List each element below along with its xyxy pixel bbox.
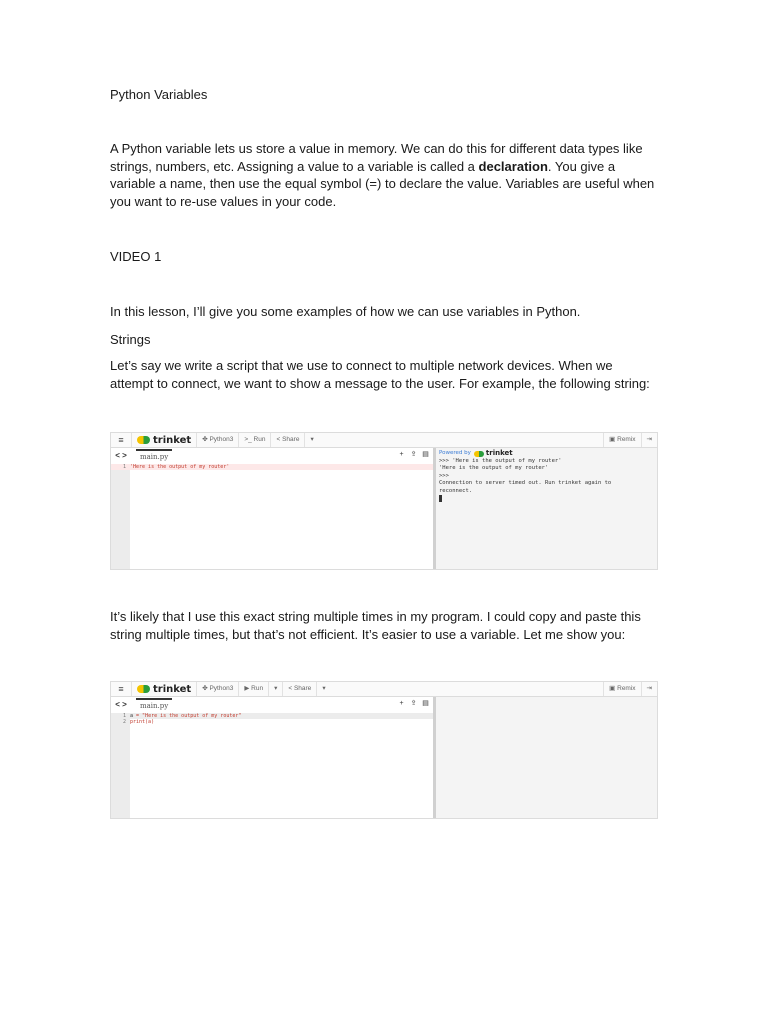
- download-icon[interactable]: ▤: [422, 700, 429, 707]
- login-icon[interactable]: ⇥: [641, 682, 657, 696]
- code-line: [111, 464, 433, 470]
- share-dropdown-caret[interactable]: ▾: [304, 433, 318, 447]
- share-label: Share: [293, 685, 312, 692]
- upload-icon[interactable]: ⇪: [410, 700, 417, 707]
- editor-tools: [397, 699, 430, 709]
- console-line: Connection to server timed out. Run trinket again to: [439, 480, 612, 486]
- code-text: 'Here is the output of my router': [130, 464, 230, 470]
- strings-heading: Strings: [110, 332, 151, 347]
- powered-by-label: Powered by: [439, 450, 471, 456]
- remix-label: Remix: [617, 436, 636, 443]
- line-number: 2: [122, 719, 126, 725]
- play-icon: ▶: [244, 685, 252, 692]
- output-console[interactable]: [436, 448, 657, 569]
- trinket-logo: [132, 433, 196, 447]
- python-label: Python3: [209, 436, 234, 443]
- share-button[interactable]: [270, 433, 304, 447]
- trinket-logo-icon: [474, 451, 484, 457]
- console-line: >>> 'Here is the output of my router': [439, 457, 562, 464]
- remix-button[interactable]: [603, 433, 640, 447]
- remix-button[interactable]: [603, 682, 640, 696]
- hamburger-icon[interactable]: ≡: [111, 433, 132, 447]
- share-dropdown-caret[interactable]: ▾: [316, 682, 330, 696]
- code-text: = "Here is the output of my router": [133, 713, 242, 719]
- remix-icon: ▣: [609, 685, 618, 692]
- trinket-logo-text: trinket: [153, 434, 192, 446]
- code-lines: [111, 713, 433, 725]
- terminal-icon: >_: [244, 436, 254, 443]
- lesson-intro: In this lesson, I’ll give you some examples of how we can use variables in Python.: [110, 304, 581, 319]
- video-label: VIDEO 1: [110, 249, 162, 264]
- remix-icon: ▣: [609, 436, 618, 443]
- add-file-icon[interactable]: +: [399, 451, 404, 458]
- intro-text-end: . You give a variable a name, then use the equal symbol (=) to declare the value. Variables are useful when you want to re-use values in your code.: [110, 158, 655, 209]
- console-line: >>>: [439, 472, 449, 479]
- trinket-logo-icon: [137, 436, 150, 444]
- add-file-icon[interactable]: +: [399, 700, 404, 707]
- console-cursor: [439, 495, 442, 502]
- powered-by: [439, 450, 654, 458]
- upload-icon[interactable]: ⇪: [410, 451, 417, 458]
- trinket-embed-variable[interactable]: [110, 681, 658, 819]
- strings-paragraph: Let’s say we write a script that we use to connect to multiple network devices. When we attempt to connect, we want to show a message to the user. For example, the following string:: [110, 358, 650, 391]
- run-label: Run: [253, 436, 266, 443]
- run-dropdown-caret[interactable]: ▾: [268, 682, 282, 696]
- remix-label: Remix: [617, 685, 636, 692]
- trinket-toolbar: [111, 682, 657, 697]
- hamburger-icon[interactable]: ≡: [111, 682, 132, 696]
- code-text: print(a): [130, 719, 155, 725]
- declaration-term: declaration: [478, 158, 548, 174]
- share-icon: <: [288, 685, 294, 692]
- output-console[interactable]: [436, 697, 657, 818]
- editor-tabs: [111, 448, 433, 463]
- file-tab-main[interactable]: main.py: [136, 449, 172, 463]
- variable-paragraph: It’s likely that I use this exact string multiple times in my program. I could copy and paste this string multiple times, but that’s not efficient. It’s easier to use a variable. Let me show you:: [110, 609, 641, 642]
- file-tab-main[interactable]: main.py: [136, 698, 172, 712]
- code-lines: [111, 464, 433, 470]
- trinket-embed-string[interactable]: [110, 432, 658, 570]
- python-icon: ✤: [202, 685, 210, 692]
- run-button[interactable]: [238, 433, 270, 447]
- trinket-toolbar: [111, 433, 657, 448]
- console-line: reconnect.: [439, 487, 473, 494]
- code-editor[interactable]: [111, 697, 436, 818]
- share-label: Share: [282, 436, 300, 443]
- run-label: Run: [251, 685, 264, 692]
- python-icon: ✤: [202, 436, 210, 443]
- intro-paragraph: [110, 140, 658, 210]
- line-gutter: [111, 464, 130, 569]
- python-version-button[interactable]: [196, 433, 238, 447]
- trinket-logo-icon: [137, 685, 150, 693]
- code-line: [111, 719, 433, 725]
- code-variable: a: [130, 713, 134, 719]
- editor-tools: [397, 450, 430, 460]
- line-number: 1: [122, 713, 126, 719]
- code-nav-icon[interactable]: < >: [115, 451, 127, 460]
- code-editor[interactable]: [111, 448, 436, 569]
- editor-tabs: [111, 697, 433, 712]
- run-button[interactable]: [238, 682, 268, 696]
- console-line: 'Here is the output of my router': [439, 465, 549, 471]
- download-icon[interactable]: ▤: [422, 451, 429, 458]
- share-button[interactable]: [282, 682, 316, 696]
- trinket-logo-text: trinket: [153, 683, 192, 695]
- python-label: Python3: [209, 685, 234, 692]
- intro-text-start: A Python variable lets us store a value in memory. We can do this for different data types like strings, numbers, etc. Assigning a value to a variable is called a: [110, 141, 643, 174]
- share-icon: <: [276, 436, 283, 443]
- line-number: 1: [122, 464, 126, 470]
- python-version-button[interactable]: [196, 682, 238, 696]
- trinket-logo: [132, 682, 196, 696]
- code-nav-icon[interactable]: < >: [115, 700, 127, 709]
- login-icon[interactable]: ⇥: [641, 433, 657, 447]
- powered-by-logo-text: trinket: [485, 449, 513, 457]
- page-title: Python Variables: [110, 87, 208, 102]
- line-gutter: [111, 713, 130, 818]
